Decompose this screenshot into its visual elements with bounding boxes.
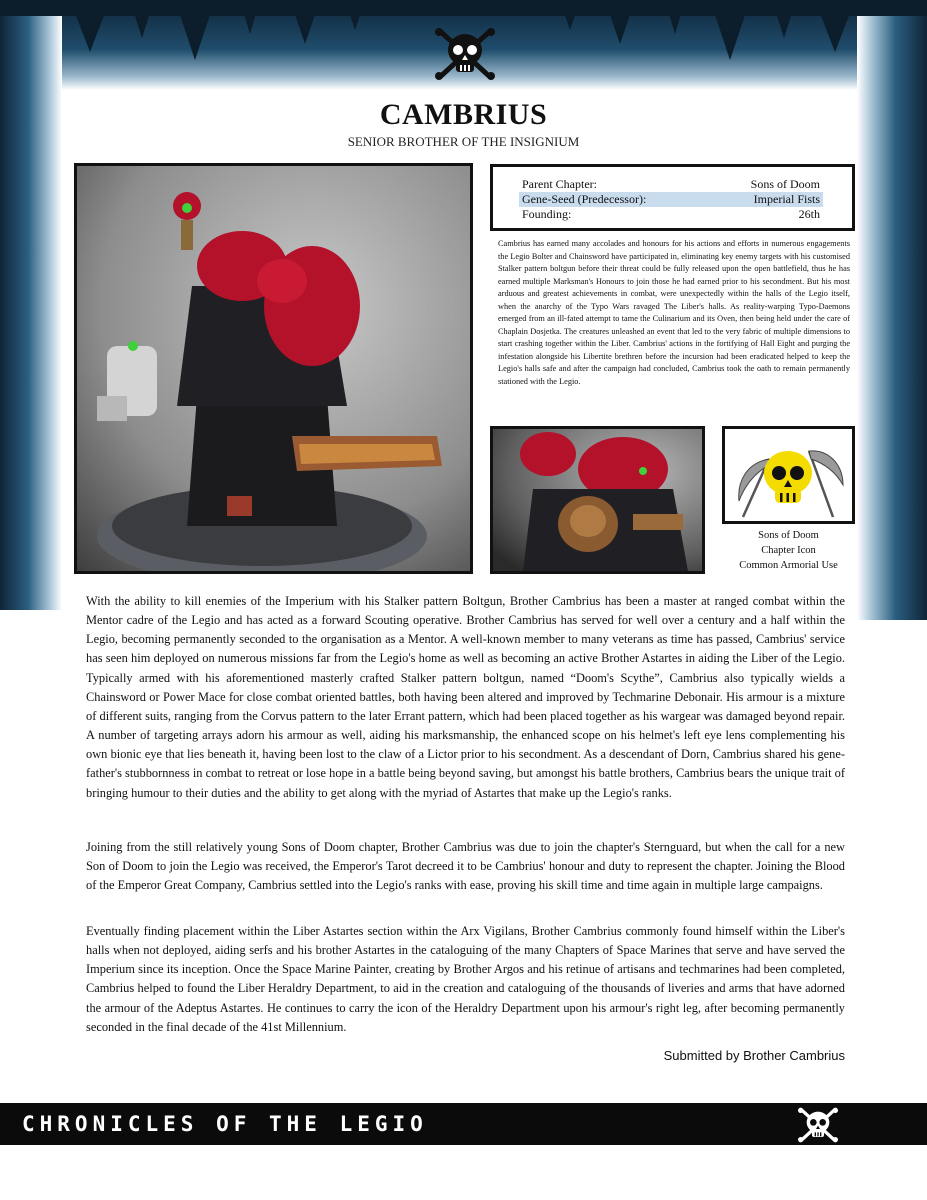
stat-value: Imperial Fists	[753, 192, 820, 206]
body-paragraph: Joining from the still relatively young Sons of Doom chapter, Brother Cambrius was due to join the chapter's Sternguard, but when the call for a new Son of Doom to join the Legio was received, the Emperor's Tarot decreed it to be Cambrius' honour and duty to represent the chapter. Joining the Blood of the Emperor Great Company, Cambrius settled into the Legio's ranks with ease, proving his skill time and time again in multiple large campaigns.	[86, 840, 845, 893]
footer-banner-title: CHRONICLES OF THE LEGIO	[22, 1112, 428, 1136]
stat-row-gene-seed	[519, 192, 823, 207]
footer-banner	[0, 1103, 927, 1145]
miniature-photo-main	[74, 163, 473, 574]
yellow-skull-with-scythes-icon	[725, 429, 852, 521]
stat-label: Parent Chapter:	[522, 177, 597, 191]
stat-row-parent-chapter	[519, 177, 823, 192]
caption-line: Common Armorial Use	[739, 560, 838, 571]
chapter-icon-frame	[722, 426, 855, 524]
body-paragraph: Eventually finding placement within the Liber Astartes section within the Arx Vigilans, Brother Cambrius commonly found himself within the Liber's halls when not deployed, aiding serfs and his brother Astartes in the cataloguing of the many Chapters of Space Marines that serve and have served the Imperium since its inception. Once the Space Marine Painter, creating by Brother Argos and his retinue of artisans and techmarines had been completed, Cambrius helped to found the Liber Heraldry Department, to aid in the creation and cataloguing of the thousands of liveries and arms that have adorned the armour of the Adeptus Astartes. He continues to carry the icon of the Heraldry Department upon his armour's right leg, after becoming permanently seconded in the final decade of the 41st Millennium.	[86, 924, 845, 1034]
submission-credit: Submitted by Brother Cambrius	[663, 1048, 845, 1063]
caption-line: Chapter Icon	[761, 545, 816, 556]
chapter-stats-table	[490, 164, 855, 231]
skull-crossbones-icon	[796, 1105, 840, 1145]
chapter-icon-caption	[722, 528, 855, 573]
stat-label: Founding:	[522, 207, 572, 221]
miniature-photo-detail	[490, 426, 705, 574]
stat-row-founding	[519, 207, 823, 222]
stat-label: Gene-Seed (Predecessor):	[522, 192, 647, 206]
caption-line: Sons of Doom	[758, 530, 819, 541]
stat-value: Sons of Doom	[750, 177, 820, 191]
page-title: CAMBRIUS	[379, 98, 548, 131]
lore-paragraph: Cambrius has earned many accolades and honours for his actions and efforts in numerous engagements the Legio Bolter and Chainsword have participated in, eliminating key enemy targets with his customised Stalker pattern boltgun before their threat could be fully released upon the open battlefield, thus he has earned multiple Marksman's Honours to join those he had earned prior to his secondment. But his most arduous and greatest achievements in combat, were unexpectedly within the halls of the Legio itself, when the anarchy of the Typo Wars ravaged The Liber's halls. As reality-warping Typo-Daemons emerged from an ill-fated attempt to tame the Culinarium and its Oven, then being held under the care of Chaplain Dosjetka. The creatures unleashed an event that led to the very fabric of multiple dimensions to start crashing together within the Liber. Cambrius' actions in the fortifying of Hall Eight and purging the infestation alongside his Libertite brethren before the incursion had been eradicated helped to keep the Legio's halls safe and after the campaign had concluded, Cambrius took the oath to remain permanently stationed with the Legio.	[498, 239, 850, 387]
stat-value: 26th	[798, 207, 820, 221]
body-paragraph: With the ability to kill enemies of the Imperium with his Stalker pattern Boltgun, Brother Cambrius has been a master at ranged combat within the Mentor cadre of the Legio and has acted as a forward Scouting operative. Brother Cambrius has served for well over a century and a half within the Legio, becoming permanently seconded to the organisation as a Mentor. A well-known member to many veterans as time has passed, Cambrius' service has seen him deployed on numerous missions far from the Legio's home as well as becoming an active Brother Astartes in aiding the Liber of the Legio. Typically armed with his aforementioned masterly crafted Stalker pattern boltgun, named “Doom's Scythe”, Cambrius also typically wields a Chainsword or Power Mace for close combat oriented battles, both having been altered and improved by Techmarine Debonair. His armour is a mixture of different suits, ranging from the Corvus pattern to the later Errant pattern, which had been placed together as his wargear was damaged beyond repair. A number of targeting arrays adorn his armour as well, aiding his marksmanship, the enhanced scope on his helmet's left eye lens complementing his own bionic eye that lies beneath it, having been lost to the claw of a Lictor prior to his secondment. As a descendant of Dorn, Cambrius shared his gene-father's stubbornness in combat to retreat or lose hope in a battle being beyond saving, but amongst his battle brothers, Cambrius bears the unique trait of bringing humour to their duties and the ability to get along with the myriad of Astartes that make up the Legio's ranks.	[86, 594, 845, 800]
skull-crossbones-icon	[433, 24, 497, 84]
page-subtitle: SENIOR BROTHER OF THE INSIGNIUM	[347, 134, 580, 149]
